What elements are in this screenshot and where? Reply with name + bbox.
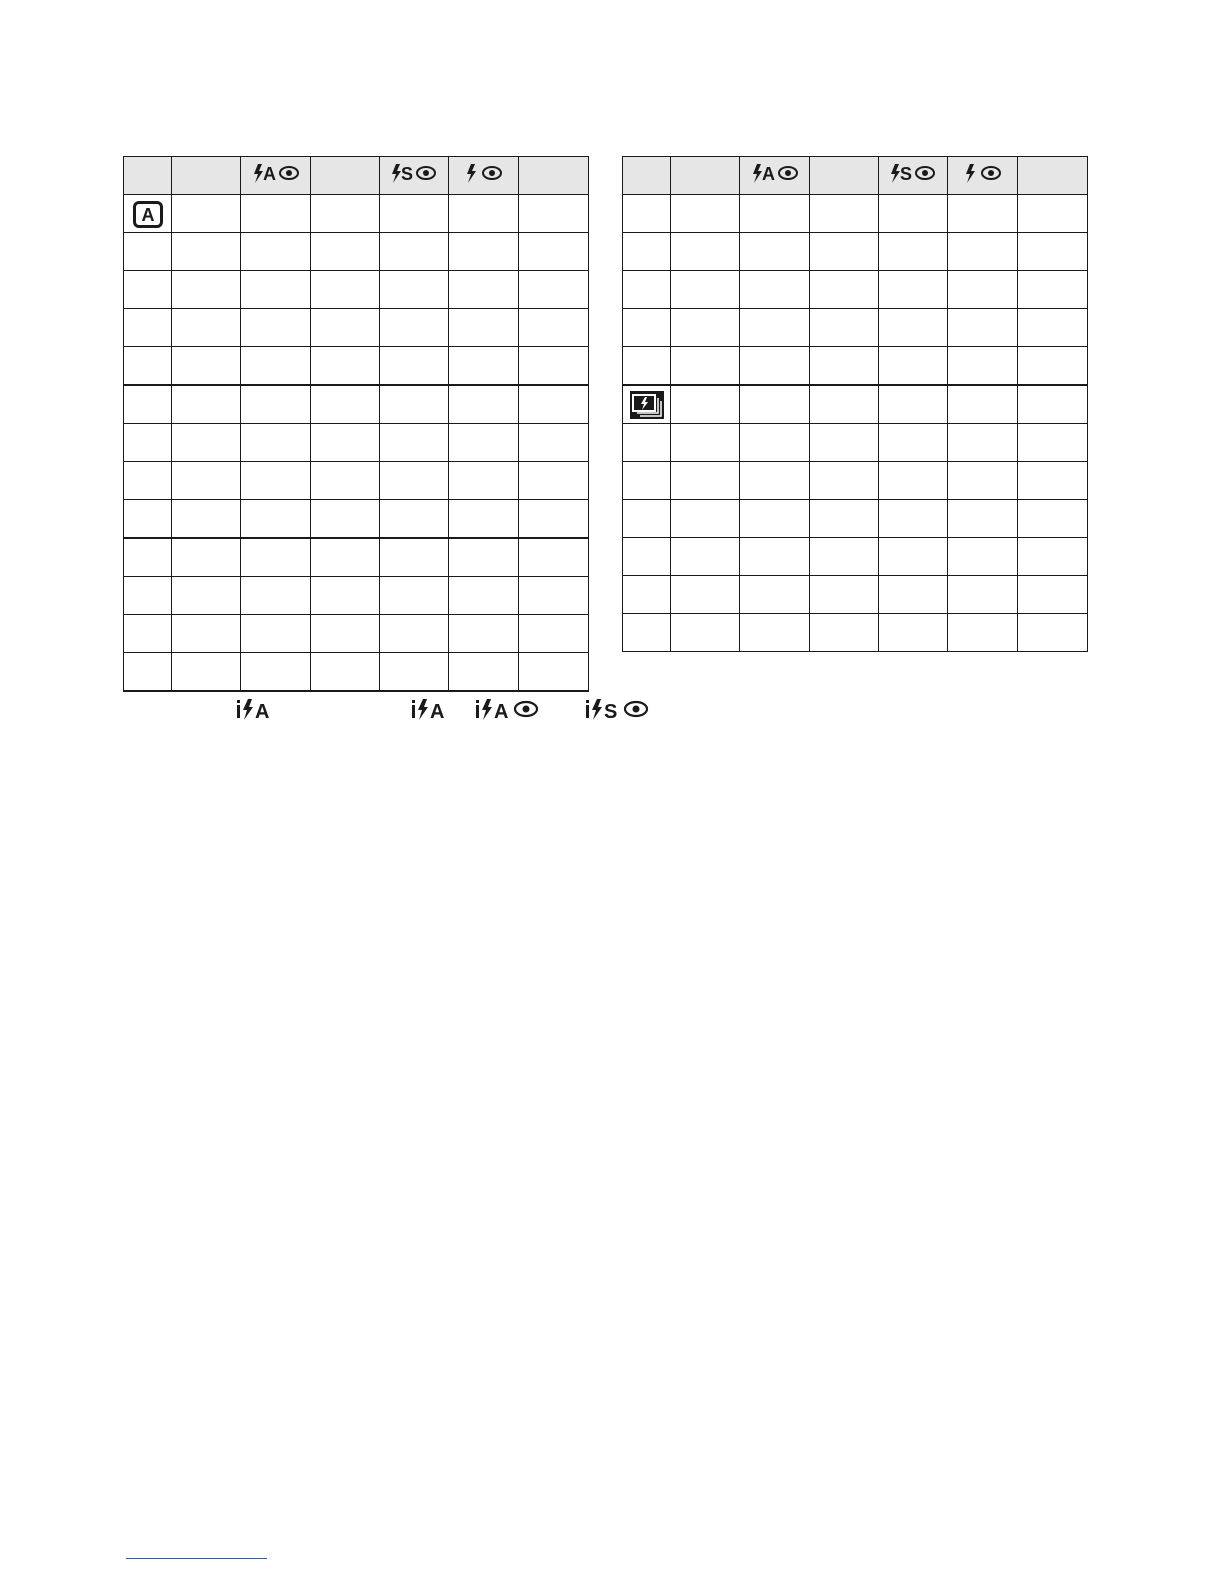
header-cell-forced-redeye [948, 157, 1018, 195]
table-row [623, 195, 1088, 233]
table-row [124, 538, 589, 577]
header-cell-mode [124, 157, 172, 195]
header-cell-slow-redeye [879, 157, 948, 195]
table-row [124, 271, 589, 309]
table-row [124, 233, 589, 271]
table-row [623, 271, 1088, 309]
svg-text:S: S [604, 701, 618, 722]
table-row [124, 500, 589, 539]
svg-text:A: A [255, 701, 270, 722]
slow-redeye-icon [391, 162, 437, 184]
forced-redeye-icon [964, 162, 1002, 184]
table-row [623, 500, 1088, 538]
header-cell-forced-on [311, 157, 380, 195]
header-cell-auto [671, 157, 740, 195]
table-row [124, 424, 589, 462]
flash-settings-table-right [622, 156, 1088, 652]
table-row [124, 653, 589, 692]
svg-text:A: A [141, 204, 154, 225]
header-cell-off [1018, 157, 1088, 195]
slow-redeye-icon [890, 162, 936, 184]
table-header-row [623, 157, 1088, 195]
table-row [623, 385, 1088, 424]
table-row [124, 195, 589, 233]
mode-cell [124, 195, 172, 233]
table-row [623, 576, 1088, 614]
flash-settings-table-left [123, 156, 589, 692]
forced-redeye-icon [465, 162, 503, 184]
intelligent-flash-auto-icon [236, 694, 272, 724]
table-row [623, 347, 1088, 386]
auto-redeye-icon [752, 162, 798, 184]
intelligent-flash-slow-redeye-icon [585, 694, 651, 724]
header-cell-auto-redeye [241, 157, 311, 195]
table-row [124, 462, 589, 500]
table-row [623, 614, 1088, 652]
svg-text:A: A [761, 164, 775, 184]
flash-burst-mode-icon [623, 390, 670, 420]
table-row [623, 462, 1088, 500]
header-cell-off [519, 157, 589, 195]
auto-redeye-icon [253, 162, 299, 184]
table-row [623, 233, 1088, 271]
table-header-row [124, 157, 589, 195]
header-cell-mode [623, 157, 671, 195]
table-row [124, 615, 589, 653]
header-cell-forced-on [810, 157, 879, 195]
svg-text:S: S [900, 164, 913, 184]
header-cell-auto [172, 157, 241, 195]
table-row [623, 309, 1088, 347]
header-cell-slow-redeye [380, 157, 449, 195]
svg-text:A: A [494, 701, 509, 722]
svg-text:A: A [430, 701, 445, 722]
table-row [623, 538, 1088, 576]
intelligent-auto-mode-icon [124, 199, 171, 229]
mode-cell [623, 385, 671, 424]
svg-text:S: S [401, 164, 414, 184]
table-row [124, 347, 589, 386]
footer-rule [126, 1558, 267, 1559]
table-row [124, 385, 589, 424]
table-row [623, 424, 1088, 462]
header-cell-forced-redeye [449, 157, 519, 195]
intelligent-flash-auto-icon [411, 694, 447, 724]
flash-legend [0, 694, 1224, 724]
table-row [124, 577, 589, 615]
svg-text:A: A [262, 164, 276, 184]
table-row [124, 309, 589, 347]
intelligent-flash-auto-redeye-icon [475, 694, 541, 724]
header-cell-auto-redeye [740, 157, 810, 195]
